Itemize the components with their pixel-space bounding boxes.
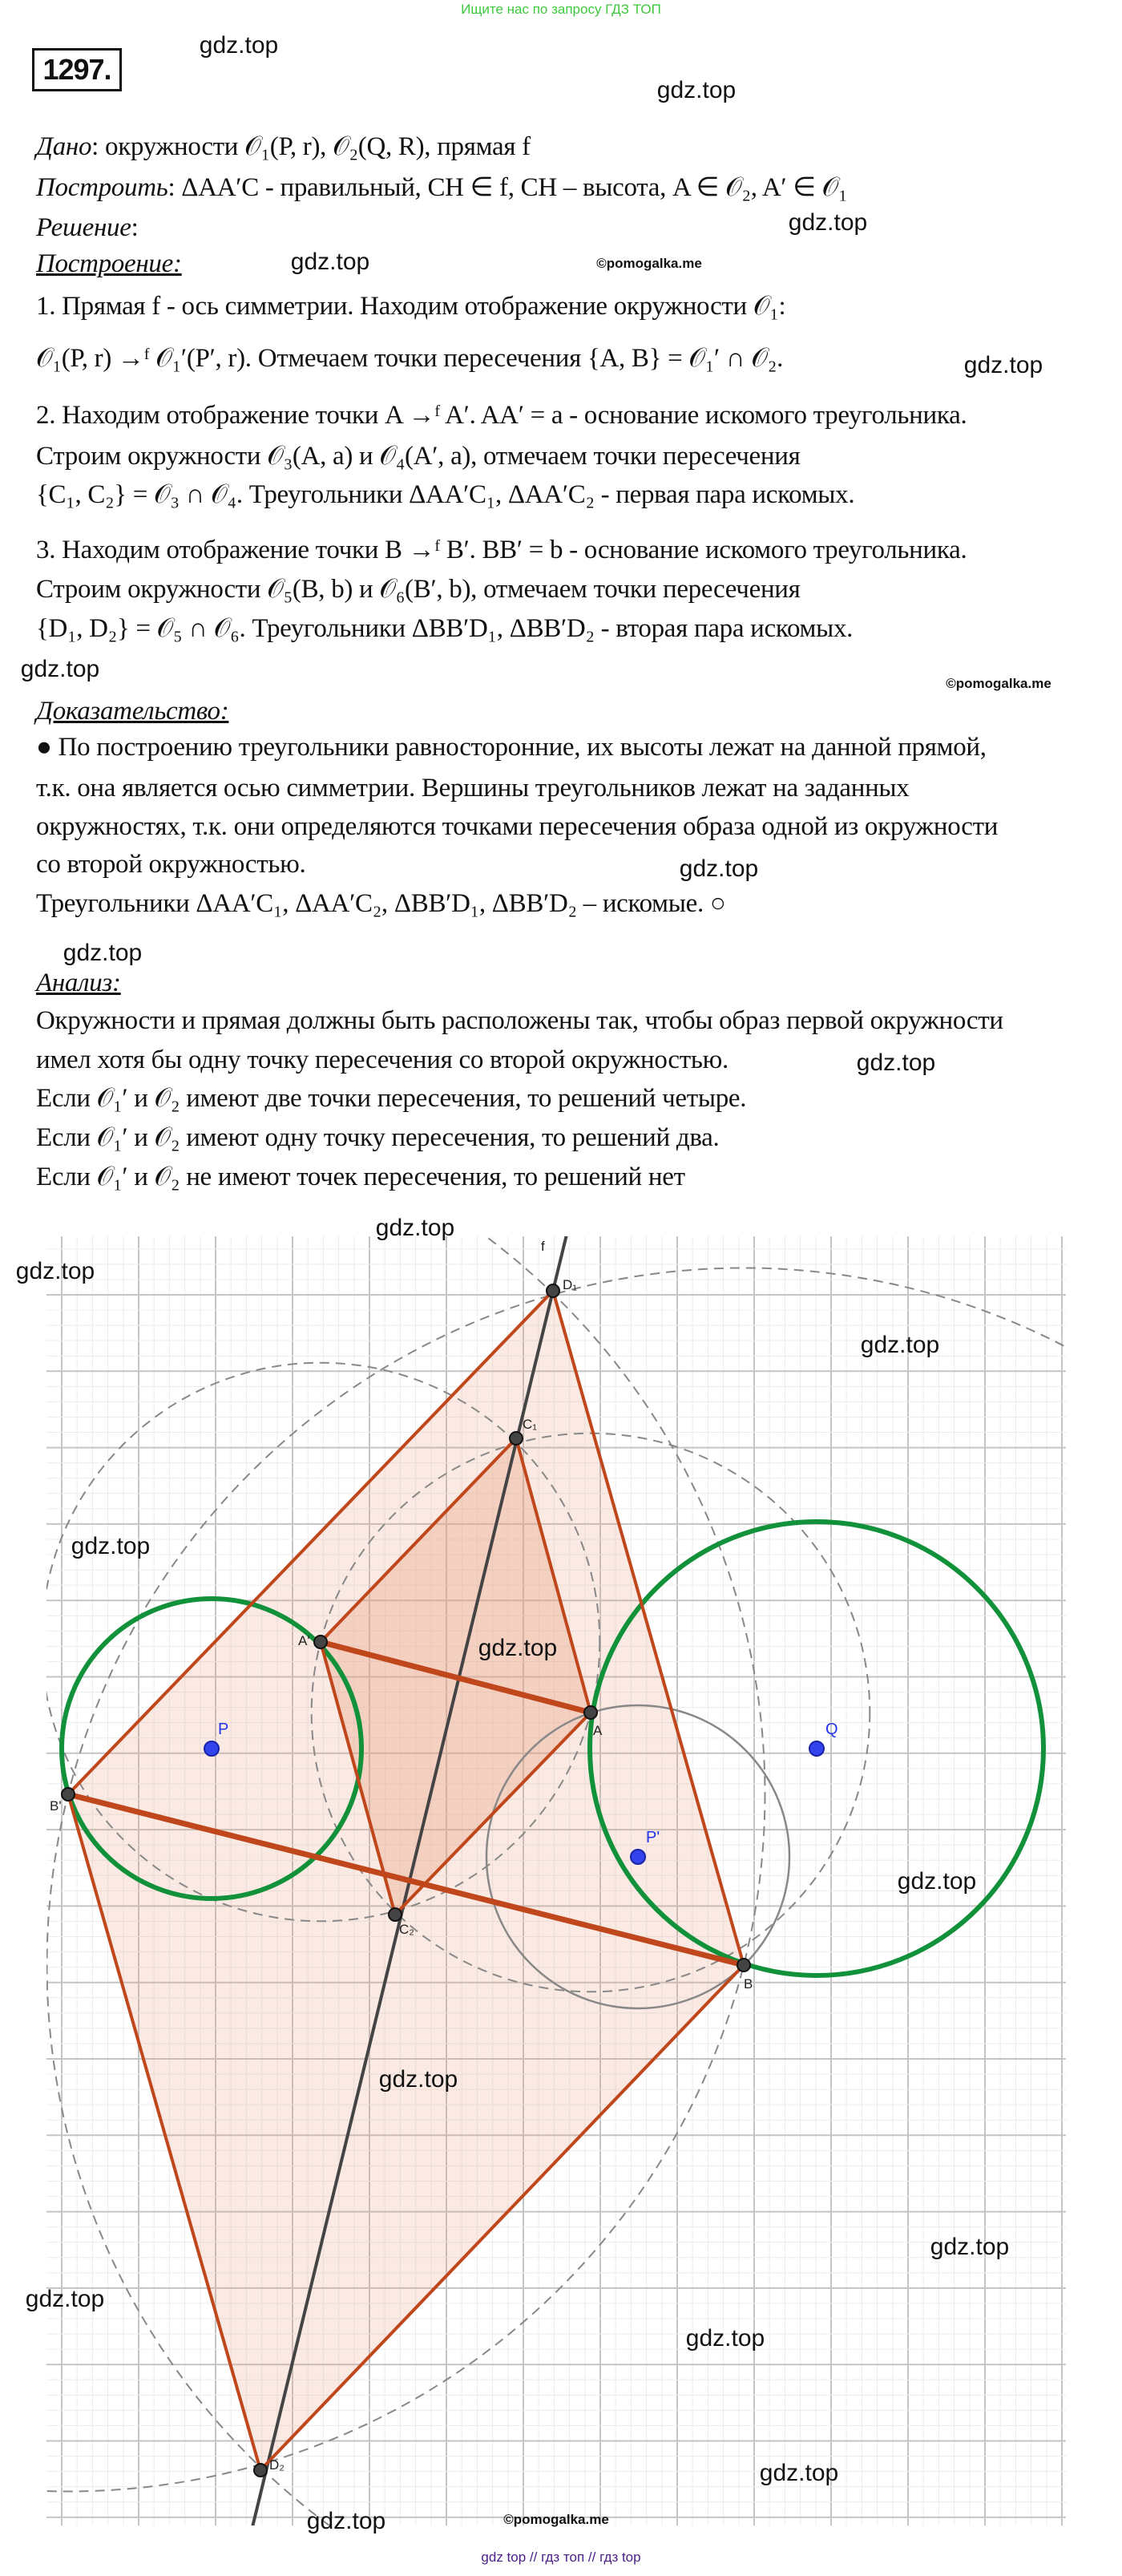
vertex-point bbox=[62, 1788, 75, 1801]
watermark: gdz.top bbox=[71, 1533, 151, 1559]
copyright: ©pomogalka.me bbox=[503, 2512, 609, 2527]
construction-line: 2. Находим отображение точки A →ᶠ A′. AA′ = a - основание искомого треугольника. bbox=[36, 401, 967, 430]
construction-line: {D₁, D₂} = 𝒪₅ ∩ 𝒪₆. Треугольники ΔBB′D₁, ΔBB′D₂ - вторая пара искомых. bbox=[36, 614, 854, 643]
given-text: : окружности 𝒪₁(P, r), 𝒪₂(Q, R), прямая f bbox=[91, 132, 531, 161]
construction-line: 3. Находим отображение точки B →ᶠ B′. BB′ = b - основание искомого треугольника. bbox=[36, 536, 967, 564]
construction-line: Строим окружности 𝒪₅(B, b) и 𝒪₆(B′, b), отмечаем точки пересечения bbox=[36, 575, 801, 604]
center-point bbox=[809, 1741, 824, 1756]
proof-heading: Доказательство: bbox=[36, 697, 229, 726]
vertex-point bbox=[737, 1959, 750, 1971]
vertex-point bbox=[584, 1706, 597, 1719]
analysis-line: Если 𝒪₁′ и 𝒪₂ имеют две точки пересечения, то решений четыре. bbox=[36, 1084, 747, 1113]
copyright: ©pomogalka.me bbox=[946, 676, 1051, 691]
analysis-heading: Анализ: bbox=[36, 969, 121, 997]
label-b-prime: B' bbox=[50, 1798, 62, 1814]
construction-heading: Построение: bbox=[36, 249, 182, 278]
vertex-point bbox=[547, 1284, 559, 1297]
watermark: gdz.top bbox=[930, 2234, 1010, 2260]
footer-links[interactable]: gdz top // гдз топ // гдз top bbox=[481, 2550, 641, 2565]
proof-line: окружностях, т.к. они определяются точками пересечения образа одной из окружности bbox=[36, 812, 999, 841]
watermark: gdz.top bbox=[856, 1049, 936, 1076]
watermark: gdz.top bbox=[788, 209, 868, 236]
label-b: B bbox=[744, 1976, 753, 1992]
label-a: A bbox=[593, 1723, 603, 1738]
label-q: Q bbox=[825, 1721, 838, 1738]
given-label: Дано bbox=[36, 132, 92, 161]
solution-label: Решение bbox=[36, 213, 131, 242]
analysis-line: Окружности и прямая должны быть расположены так, чтобы образ первой окружности bbox=[36, 1006, 1003, 1035]
watermark: gdz.top bbox=[378, 2066, 458, 2093]
watermark: gdz.top bbox=[679, 855, 759, 882]
vertex-point bbox=[389, 1908, 402, 1921]
solution-text: : bbox=[131, 213, 139, 242]
problem-number: 1297. bbox=[32, 48, 122, 91]
proof-line: т.к. она является осью симметрии. Вершины треугольников лежат на заданных bbox=[36, 774, 910, 803]
construction-line: 1. Прямая f - ось симметрии. Находим отображение окружности 𝒪₁: bbox=[36, 292, 786, 321]
watermark: gdz.top bbox=[25, 2286, 105, 2312]
label-d1: D₁ bbox=[563, 1277, 578, 1292]
center-point bbox=[631, 1850, 645, 1864]
proof-line: со второй окружностью. bbox=[36, 850, 306, 879]
watermark: gdz.top bbox=[656, 77, 737, 103]
analysis-line: Если 𝒪₁′ и 𝒪₂ имеют одну точку пересечения, то решений два. bbox=[36, 1123, 720, 1152]
watermark: gdz.top bbox=[478, 1635, 558, 1661]
label-c2: C₂ bbox=[399, 1922, 414, 1937]
construction-line: {C₁, C₂} = 𝒪₃ ∩ 𝒪₄. Треугольники ΔAA′C₁, ΔAA′C₂ - первая пара искомых. bbox=[36, 480, 855, 509]
construct-line bbox=[36, 172, 847, 204]
construction-line: Строим окружности 𝒪₃(A, a) и 𝒪₄(A′, a), отмечаем точки пересечения bbox=[36, 442, 801, 471]
watermark: gdz.top bbox=[860, 1332, 940, 1358]
proof-line: ● По построению треугольники равносторонние, их высоты лежат на данной прямой, bbox=[36, 733, 987, 762]
copyright: ©pomogalka.me bbox=[596, 256, 702, 271]
proof-line: Треугольники ΔAA′C₁, ΔAA′C₂, ΔBB′D₁, ΔBB′D₂ – искомые. ○ bbox=[36, 889, 726, 918]
center-point bbox=[204, 1741, 219, 1756]
construction-line: 𝒪₁(P, r) →ᶠ 𝒪₁′(P′, r). Отмечаем точки пересечения {A, B} = 𝒪₁′ ∩ 𝒪₂. bbox=[36, 344, 784, 373]
analysis-line: имел хотя бы одну точку пересечения со второй окружностью. bbox=[36, 1045, 728, 1074]
label-c1: C₁ bbox=[523, 1417, 538, 1432]
label-a-prime: A' bbox=[298, 1633, 310, 1648]
search-banner[interactable]: Ищите нас по запросу ГДЗ ТОП bbox=[461, 2, 661, 17]
construct-label: Построить bbox=[36, 173, 168, 202]
watermark: gdz.top bbox=[290, 249, 370, 275]
watermark: gdz.top bbox=[685, 2325, 765, 2352]
construct-text: : ΔAA′C - правильный, CH ∈ f, CH – высота, A ∈ 𝒪₂, A′ ∈ 𝒪₁ bbox=[167, 173, 848, 202]
construction bbox=[0, 1098, 1122, 2576]
label-p: P bbox=[218, 1721, 229, 1738]
vertex-point bbox=[314, 1636, 327, 1648]
watermark: gdz.top bbox=[15, 1258, 95, 1284]
label-d2: D₂ bbox=[269, 2457, 285, 2473]
watermark: gdz.top bbox=[375, 1215, 455, 1241]
watermark: gdz.top bbox=[306, 2508, 386, 2534]
watermark: gdz.top bbox=[759, 2460, 839, 2486]
watermark: gdz.top bbox=[963, 352, 1043, 378]
line-f-label: f bbox=[541, 1239, 545, 1254]
watermark: gdz.top bbox=[63, 940, 143, 966]
watermark: gdz.top bbox=[20, 656, 100, 682]
analysis-line: Если 𝒪₁′ и 𝒪₂ не имеют точек пересечения, то решений нет bbox=[36, 1163, 685, 1191]
given-line bbox=[36, 131, 531, 163]
vertex-point bbox=[510, 1432, 523, 1445]
vertex-point bbox=[254, 2464, 267, 2477]
solution-line bbox=[36, 212, 138, 244]
label-p-prime: P' bbox=[646, 1829, 660, 1846]
watermark: gdz.top bbox=[199, 32, 279, 59]
watermark: gdz.top bbox=[897, 1868, 977, 1895]
